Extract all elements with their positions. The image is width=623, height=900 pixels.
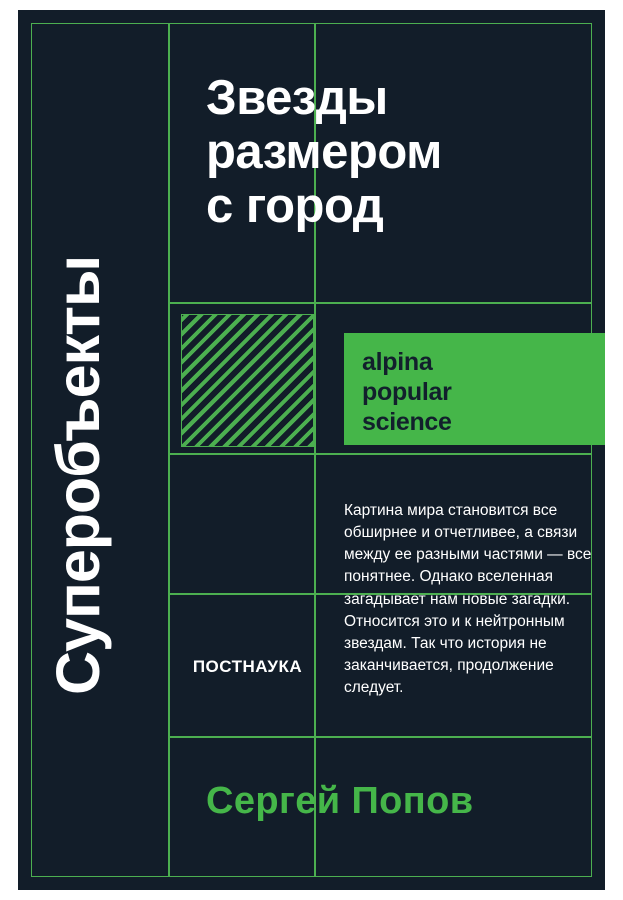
imprint-line: alpina	[362, 348, 433, 376]
book-cover	[18, 10, 605, 890]
grid-line-horizontal-2	[168, 453, 592, 455]
publisher-logo	[181, 603, 314, 731]
grid-line-horizontal-4	[168, 736, 592, 738]
publisher-logo-text: ПОСТНАУКА	[192, 657, 303, 676]
grid-line-vertical-left	[168, 23, 170, 877]
imprint-badge	[344, 333, 605, 445]
book-title	[206, 72, 605, 234]
hatched-decoration-square	[181, 314, 314, 447]
imprint-line: popular	[362, 378, 452, 406]
book-title-line: размером	[206, 124, 442, 179]
series-title: Суперобъекты	[44, 255, 112, 695]
book-title-line: с город	[206, 178, 384, 233]
author-name: Сергей Попов	[206, 780, 474, 822]
book-title-line: Звезды	[206, 71, 388, 125]
cover-blurb: Картина мира становится все обширнее и отчетливее, а связи между ее разными частями — все понятнее. Однако вселенная загадывает нам новые загадки. Относится это и к нейтронным звездам. Так что история не заканчивается, продолжение следует.	[344, 502, 592, 697]
imprint-line: science	[362, 408, 452, 436]
grid-line-horizontal-1	[168, 302, 592, 304]
